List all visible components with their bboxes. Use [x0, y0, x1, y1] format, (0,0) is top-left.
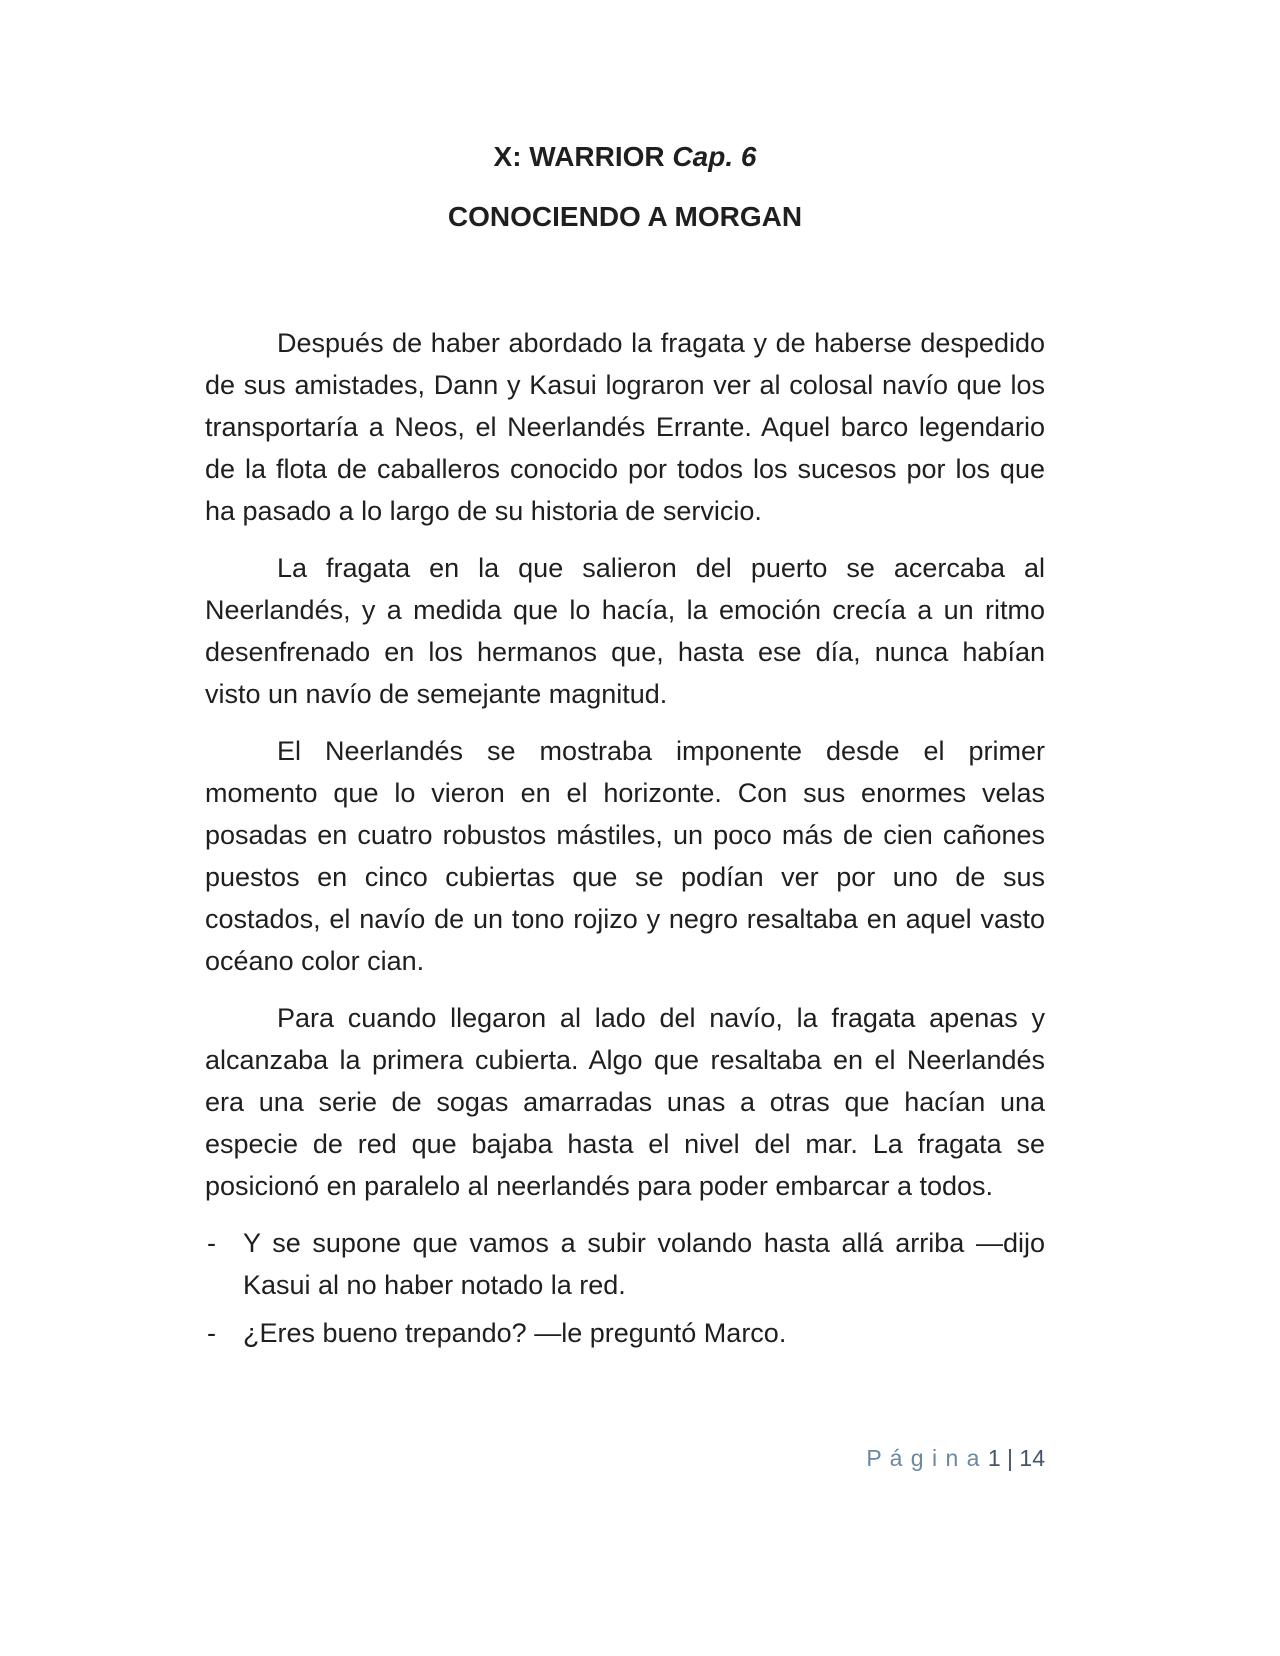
page-footer [841, 1418, 1045, 1499]
dialogue-text: Y se supone que vamos a subir volando hasta allá arriba —dijo Kasui al no haber notado la red. [243, 1228, 1045, 1300]
dialogue-dash: - [207, 1228, 216, 1258]
dialogue-list [205, 1222, 1045, 1354]
chapter-subtitle: CONOCIENDO A MORGAN [447, 201, 803, 232]
dialogue-line [205, 1312, 1045, 1354]
chapter-title [205, 140, 1045, 174]
footer-page-label: P á g i n a [866, 1445, 988, 1471]
chapter-title-main: X: WARRIOR [493, 141, 673, 172]
dialogue-text: ¿Eres bueno trepando? —le preguntó Marco. [243, 1318, 787, 1348]
paragraph: Después de haber abordado la fragata y de haberse despedido de sus amistades, Dann y Kasui lograron ver al colosal navío que los transportaría a Neos, el Neerlandés Errante. Aquel barco legendario de la flota de caballeros conocido por todos los sucesos por los que ha pasado a lo largo de su historia de servicio. [205, 328, 1045, 526]
paragraph: La fragata en la que salieron del puerto se acercaba al Neerlandés, y a medida que lo hacía, la emoción crecía a un ritmo desenfrenado en los hermanos que, hasta ese día, nunca habían visto un navío de semejante magnitud. [205, 553, 1045, 709]
footer-page-number: 1 | 14 [987, 1445, 1045, 1471]
paragraph: Para cuando llegaron al lado del navío, la fragata apenas y alcanzaba la primera cubierta. Algo que resaltaba en el Neerlandés era una serie de sogas amarradas unas a otras que hacían una especie de red que bajaba hasta el nivel del mar. La fragata se posicionó en paralelo al neerlandés para poder embarcar a todos. [205, 1003, 1045, 1201]
dialogue-dash: - [207, 1318, 216, 1348]
dialogue-line [205, 1222, 1045, 1306]
chapter-title-italic: Cap. 6 [672, 141, 757, 172]
paragraph: El Neerlandés se mostraba imponente desde el primer momento que lo vieron en el horizonte. Con sus enormes velas posadas en cuatro robustos mástiles, un poco más de cien cañones puestos en cinco cubiertas que se podían ver por uno de sus costados, el navío de un tono rojizo y negro resaltaba en aquel vasto océano color cian. [205, 736, 1045, 976]
